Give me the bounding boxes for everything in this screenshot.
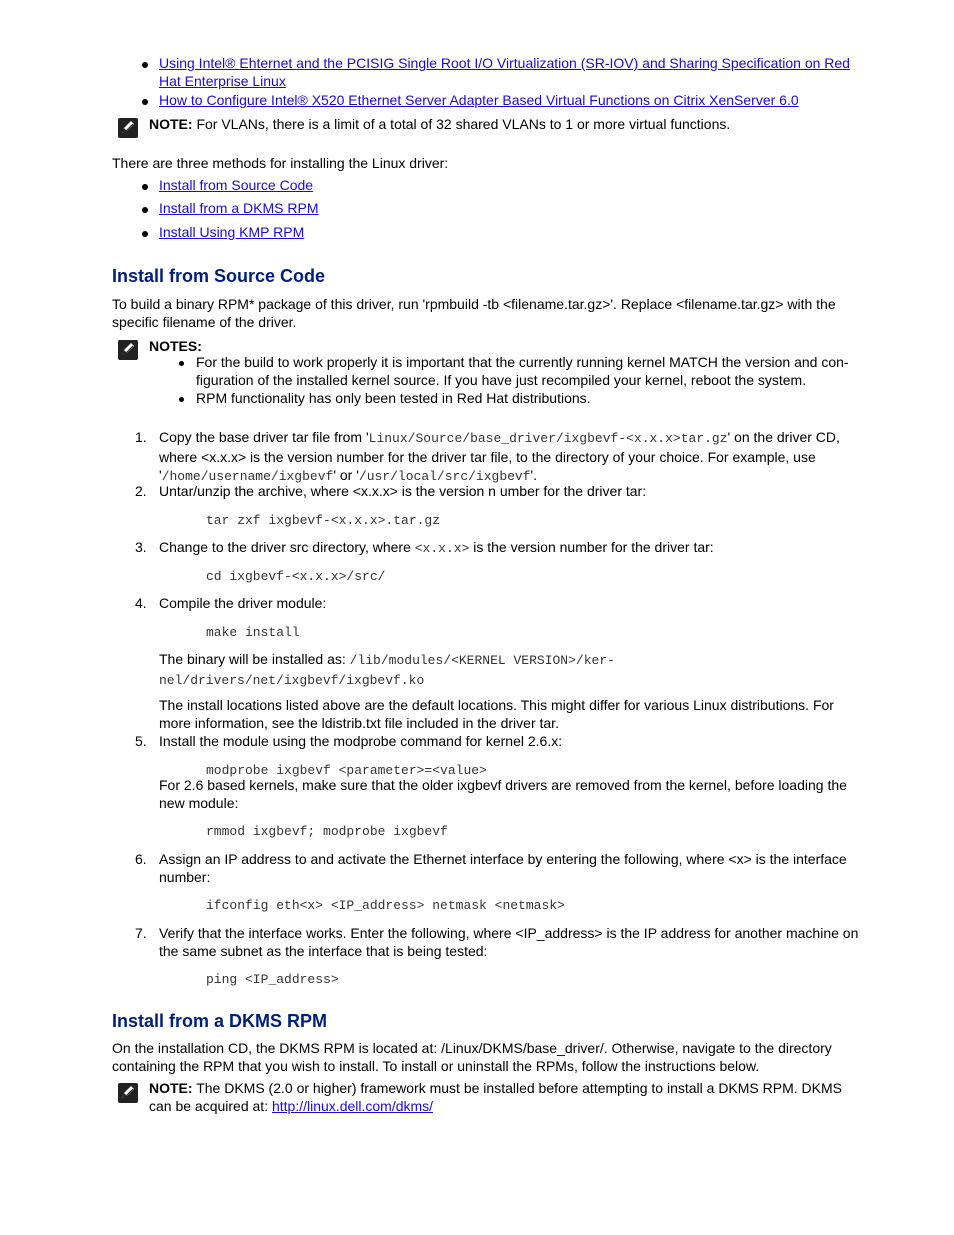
list-bullet (179, 361, 184, 366)
step-number: 1. (135, 429, 147, 445)
method-link-dkms[interactable]: Install from a DKMS RPM (159, 200, 319, 216)
list-bullet (142, 99, 148, 105)
step-assign-ip: Assign an IP address to and activate the Ethernet interface by entering the following, where <x> is the interface number: (159, 851, 847, 885)
kernel-26-note: For 2.6 based kernels, make sure that the older ixgbevf drivers are removed from the kernel, before loading the new module: (159, 777, 847, 811)
step-modprobe: Install the module using the modprobe command for kernel 2.6.x: (159, 733, 563, 749)
step-number: 2. (135, 483, 147, 499)
step-number: 6. (135, 851, 147, 867)
step-number: 5. (135, 733, 147, 749)
step-number: 3. (135, 539, 147, 555)
code-modprobe: modprobe ixgbevf <parameter>=<value> (206, 763, 487, 778)
methods-intro: There are three methods for installing the Linux driver: (112, 155, 449, 171)
code-untar: tar zxf ixgbevf-<x.x.x>.tar.gz (206, 513, 441, 528)
list-bullet (142, 231, 148, 237)
code-ifconfig: ifconfig eth<x> <IP_address> netmask <netmask> (206, 898, 565, 913)
install-locations-note: The install locations listed above are the default locations. This might differ for various Linux distributions. For more information, see the ldistrib.txt file included in the driver tar. (159, 697, 834, 731)
code-rmmod: rmmod ixgbevf; modprobe ixgbevf (206, 824, 448, 839)
binary-location: The binary will be installed as: /lib/modules/<KERNEL VERSION>/ker- nel/drivers/net/ixgbevf/ixgbevf.ko (159, 651, 615, 688)
note-pencil-icon (118, 340, 138, 360)
section-heading-source: Install from Source Code (112, 266, 326, 286)
note-kernel-match: For the build to work properly it is important that the currently running kernel MATCH the version and con-figuration of the installed kernel source. If you have just recompiled your kernel, reboot the system. (196, 354, 849, 388)
step-copy-tar: Copy the base driver tar file from 'Linux/Source/base_driver/ixgbevf-<x.x.x>tar.gz' on the driver CD, where <x.x.x> is the version number for the driver tar file, to the directory of your choice. For example, use '/home/username/ixgbevf' or '/usr/local/src/ixgbevf'. (159, 429, 840, 484)
note-vlan: NOTE: For VLANs, there is a limit of a total of 32 shared VLANs to 1 or more virtual functions. (149, 116, 731, 132)
note-pencil-icon (118, 1083, 138, 1103)
note-rpm-redhat: RPM functionality has only been tested in Red Hat distributions. (196, 390, 591, 406)
section2-intro: On the installation CD, the DKMS RPM is located at: /Linux/DKMS/base_driver/. Otherwise, navigate to the directory containing the RPM that you wish to install. To install or uninstall the RPMs, follow the instructions below. (112, 1040, 832, 1074)
dkms-link[interactable]: http://linux.dell.com/dkms/ (271, 1098, 434, 1114)
list-bullet (142, 184, 148, 190)
step-change-dir: Change to the driver src directory, where <x.x.x> is the version number for the driver tar: (159, 539, 714, 556)
code-ping: ping <IP_address> (206, 972, 339, 987)
list-bullet (179, 397, 184, 402)
section1-intro: To build a binary RPM* package of this driver, run 'rpmbuild -tb <filename.tar.gz>'. Replace <filename.tar.gz> with the specific filename of the driver. (112, 296, 836, 330)
step-untar: Untar/unzip the archive, where <x.x.x> is the version n umber for the driver tar: (159, 483, 647, 499)
step-number: 7. (135, 925, 147, 941)
note-pencil-icon (118, 118, 138, 138)
link-x520-xenserver[interactable]: How to Configure Intel® X520 Ethernet Server Adapter Based Virtual Functions on Citrix XenServer 6.0 (159, 92, 799, 108)
section-heading-dkms: Install from a DKMS RPM (112, 1011, 328, 1031)
step-verify: Verify that the interface works. Enter the following, where <IP_address> is the IP address for another machine on the same subnet as the interface that is being tested: (159, 925, 859, 959)
list-bullet (142, 207, 148, 213)
list-bullet (142, 62, 148, 68)
step-number: 4. (135, 595, 147, 611)
note-dkms: NOTE: The DKMS (2.0 or higher) framework must be installed before attempting to install a DKMS RPM. DKMS can be acquired at: http://linux.dell.com/dkms/ (149, 1080, 843, 1114)
code-make: make install (206, 625, 300, 640)
notes-label: NOTES: (149, 338, 202, 354)
code-cd: cd ixgbevf-<x.x.x>/src/ (206, 569, 386, 584)
step-compile: Compile the driver module: (159, 595, 327, 611)
method-link-kmp[interactable]: Install Using KMP RPM (159, 224, 305, 240)
method-link-source[interactable]: Install from Source Code (159, 177, 314, 193)
link-sriov-rhel[interactable]: Using Intel® Ehternet and the PCISIG Single Root I/O Virtualization (SR-IOV) and Sharing Specification on Red Hat Enterprise Linux (159, 55, 850, 89)
